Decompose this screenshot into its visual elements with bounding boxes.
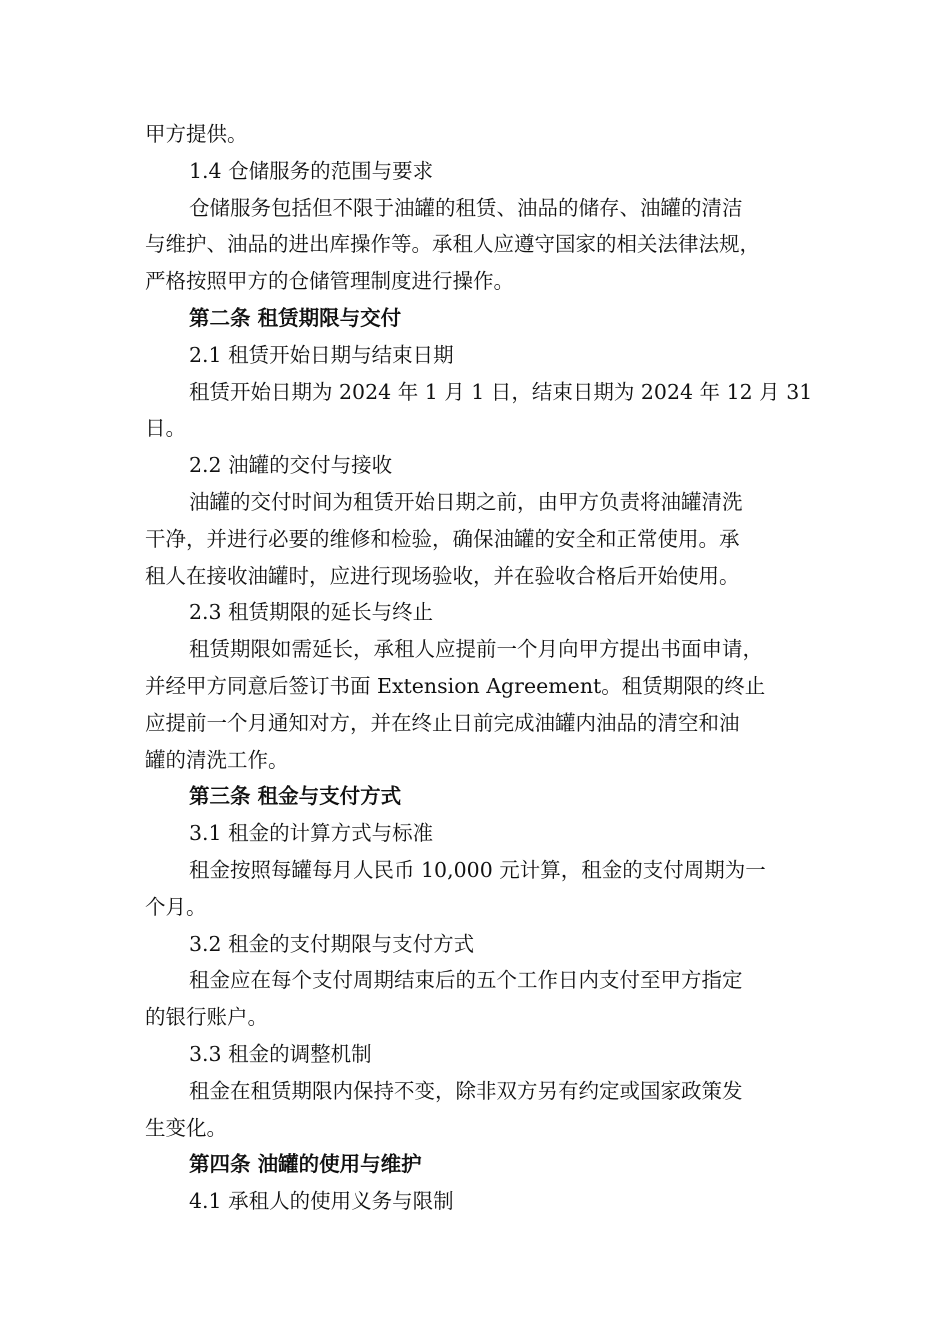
section-subheading: 1.4 仓储服务的范围与要求 (189, 158, 434, 183)
paragraph-line: 个月。 (145, 894, 207, 919)
paragraph-line: 应提前一个月通知对方，并在终止日前完成油罐内油品的清空和油 (145, 710, 740, 735)
paragraph-line: 并经甲方同意后签订书面 Extension Agreement。租赁期限的终止 (145, 673, 766, 698)
paragraph-line: 严格按照甲方的仓储管理制度进行操作。 (145, 269, 514, 294)
paragraph-line: 罐的清洗工作。 (145, 747, 289, 772)
paragraph-line: 租金按照每罐每月人民币 10,000 元计算，租金的支付周期为一 (189, 857, 766, 882)
paragraph-line: 租赁开始日期为 2024 年 1 月 1 日，结束日期为 2024 年 12 月 31 (189, 379, 813, 404)
article-heading: 第二条 租赁期限与交付 (189, 305, 402, 330)
section-subheading: 2.1 租赁开始日期与结束日期 (189, 342, 454, 367)
section-subheading: 2.3 租赁期限的延长与终止 (189, 600, 434, 625)
article-heading: 第四条 油罐的使用与维护 (189, 1152, 422, 1177)
paragraph-line: 仓储服务包括但不限于油罐的租赁、油品的储存、油罐的清洁 (189, 195, 743, 220)
document-body (145, 116, 813, 1220)
section-subheading: 4.1 承租人的使用义务与限制 (189, 1189, 454, 1214)
paragraph-line: 油罐的交付时间为租赁开始日期之前，由甲方负责将油罐清洗 (189, 489, 743, 514)
paragraph-line: 租赁期限如需延长，承租人应提前一个月向甲方提出书面申请， (189, 637, 763, 662)
section-subheading: 3.1 租金的计算方式与标准 (189, 821, 434, 846)
paragraph-line: 干净，并进行必要的维修和检验，确保油罐的安全和正常使用。承 (145, 526, 740, 551)
section-subheading: 3.2 租金的支付期限与支付方式 (189, 931, 475, 956)
section-subheading: 3.3 租金的调整机制 (189, 1041, 372, 1066)
paragraph-line: 租金应在每个支付周期结束后的五个工作日内支付至甲方指定 (189, 968, 743, 993)
paragraph-line: 生变化。 (145, 1115, 227, 1140)
paragraph-line: 租金在租赁期限内保持不变，除非双方另有约定或国家政策发 (189, 1078, 743, 1103)
paragraph-line: 与维护、油品的进出库操作等。承租人应遵守国家的相关法律法规， (145, 232, 760, 257)
article-heading: 第三条 租金与支付方式 (189, 784, 402, 809)
paragraph-line: 租人在接收油罐时，应进行现场验收，并在验收合格后开始使用。 (145, 563, 740, 588)
paragraph-line: 甲方提供。 (145, 122, 248, 146)
paragraph-line: 日。 (145, 416, 186, 441)
section-subheading: 2.2 油罐的交付与接收 (189, 453, 393, 478)
paragraph-line: 的银行账户。 (145, 1005, 268, 1030)
